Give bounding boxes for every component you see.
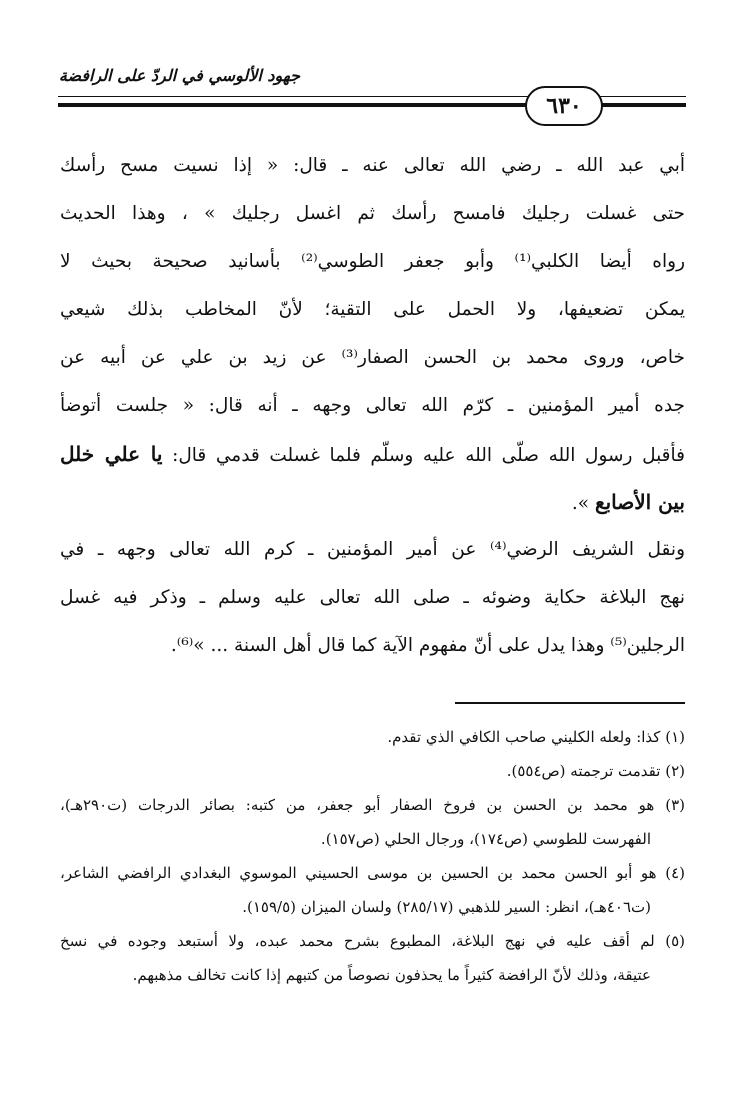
text-line: خاص، وروى محمد بن الحسن الصفار⁽³⁾ عن زيد بن علي عن أبيه عن	[60, 347, 685, 368]
hadith-emphasis: بين الأصابع	[594, 490, 685, 514]
footnote-4	[60, 856, 685, 890]
footnote-number: (٣)	[665, 796, 685, 814]
footnote-2	[60, 754, 685, 788]
footnote-number: (١)	[665, 728, 685, 746]
footnote-3	[60, 788, 685, 822]
footnote-separator	[455, 702, 685, 704]
text-line	[60, 478, 685, 526]
footnote-number: (٤)	[665, 864, 685, 882]
text-line	[60, 430, 685, 478]
footnote-text: هو محمد بن الحسن بن فروخ الصفار أبو جعفر، من كتبه: بصائر الدرجات (ت٢٩٠هـ)،	[60, 796, 655, 814]
running-title: جهود الألوسي في الردّ على الرافضة	[58, 66, 300, 85]
footnotes	[60, 720, 685, 992]
hadith-emphasis: يا علي خلل	[60, 442, 163, 466]
footnote-text: هو أبو الحسن محمد بن الحسين بن موسى الحسيني الموسوي البغدادي الرافضي الشاعر،	[60, 864, 657, 882]
footnote-text: تقدمت ترجمته (ص٥٥٤).	[506, 762, 661, 780]
footnote-text: كذا: ولعله الكليني صاحب الكافي الذي تقدم.	[387, 728, 661, 746]
text-line: جده أمير المؤمنين ـ كرّم الله تعالى وجهه ـ أنه قال: « جلست أتوضأ	[60, 395, 685, 416]
footnote-number: (٥)	[665, 932, 685, 950]
footnote-text: لم أقف عليه في نهج البلاغة، المطبوع بشرح محمد عبده، ولا أستبعد وجوده في نسخ	[60, 932, 655, 950]
page-number-badge: ٦٣٠	[525, 86, 603, 126]
text-span: فأقبل رسول الله صلّى الله عليه وسلّم فلما غسلت قدمي قال:	[172, 445, 685, 466]
text-line: الرجلين⁽⁵⁾ وهذا يدل على أنّ مفهوم الآية كما قال أهل السنة ... »⁽⁶⁾.	[170, 635, 685, 656]
footnote-3-cont: الفهرست للطوسي (ص١٧٤)، ورجال الحلي (ص١٥٧).	[320, 830, 651, 848]
footnote-5	[60, 924, 685, 958]
footnote-4-cont: (ت٤٠٦هـ)، انظر: السير للذهبي (٢٨٥/١٧) ولسان الميزان (١٥٩/٥).	[242, 898, 651, 916]
main-text	[60, 142, 685, 670]
footnote-number: (٢)	[665, 762, 685, 780]
text-line: رواه أيضا الكلبي⁽¹⁾ وأبو جعفر الطوسي⁽²⁾ بأسانيد صحيحة بحيث لا	[60, 251, 685, 272]
text-span: ».	[571, 493, 590, 514]
footnote-1	[60, 720, 685, 754]
text-line: أبي عبد الله ـ رضي الله تعالى عنه ـ قال: « إذا نسيت مسح رأسك	[60, 155, 685, 176]
text-line: نهج البلاغة حكاية وضوئه ـ صلى الله تعالى عليه وسلم ـ وذكر فيه غسل	[60, 587, 685, 608]
text-line: حتى غسلت رجليك فامسح رأسك ثم اغسل رجليك » ، وهذا الحديث	[60, 203, 685, 224]
text-line: يمكن تضعيفها، ولا الحمل على التقية؛ لأنّ المخاطب بذلك شيعي	[60, 299, 685, 320]
text-line: ونقل الشريف الرضي⁽⁴⁾ عن أمير المؤمنين ـ كرم الله تعالى وجهه ـ في	[60, 539, 685, 560]
footnote-5-cont: عتيقة، وذلك لأنّ الرافضة كثيراً ما يحذفون نصوصاً من كتبهم إذا كانت تخالف مذهبهم.	[132, 966, 651, 984]
